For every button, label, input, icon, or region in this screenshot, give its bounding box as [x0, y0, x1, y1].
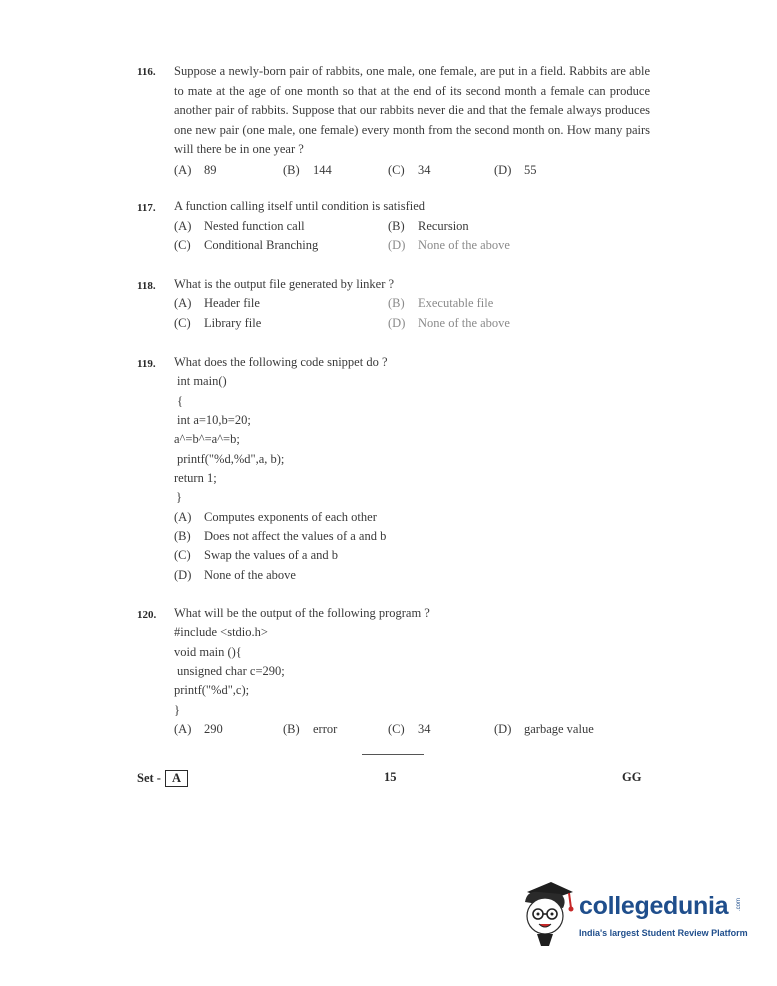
set-indicator [137, 770, 188, 787]
option-c: (C) Swap the values of a and b [174, 548, 338, 562]
question-stem: What is the output file generated by linker ? [174, 277, 395, 291]
option-d: (D) garbage value [494, 722, 594, 736]
question-stem: What does the following code snippet do ? [174, 355, 388, 369]
code-line: unsigned char c=290; [177, 664, 285, 678]
option-c: (C) 34 [388, 163, 431, 177]
code-line: printf("%d,%d",a, b); [177, 452, 285, 466]
question-stem: Suppose a newly-born pair of rabbits, one male, one female, are put in a field. Rabbits are able to mate at the age of one month so that at the end of its second month a female can produce another pair of rabbits. Suppose that our rabbits never die and that the female always produces one new pair (one male, one female) every month from the second month on. How many pairs will there be in one year ? [174, 64, 650, 156]
option-d: (D) None of the above [174, 568, 296, 582]
code-line: int main() [177, 374, 227, 388]
page-divider [362, 754, 424, 755]
option-a: (A) Computes exponents of each other [174, 510, 377, 524]
brand-tagline: India's largest Student Review Platform [579, 928, 748, 938]
page-number: 15 [384, 770, 397, 784]
option-a: (A) Header file [174, 296, 260, 310]
collegedunia-logo [517, 878, 747, 948]
option-a: (A) 89 [174, 163, 217, 177]
question-number: 119. [137, 358, 156, 370]
question-number: 118. [137, 280, 156, 292]
question-number: 120. [137, 609, 157, 621]
code-line: } [174, 703, 180, 717]
brand-suffix: .com [736, 898, 742, 912]
paper-code: GG [622, 770, 642, 784]
code-line: int a=10,b=20; [177, 413, 251, 427]
set-value: A [165, 770, 188, 787]
code-line: printf("%d",c); [174, 683, 250, 697]
option-b: (B) Executable file [388, 296, 494, 310]
set-label: Set - [137, 771, 161, 785]
option-d: (D) 55 [494, 163, 537, 177]
question-number: 116. [137, 66, 156, 78]
option-b: (B) 144 [283, 163, 332, 177]
question-stem: What will be the output of the following program ? [174, 606, 430, 620]
option-c: (C) Library file [174, 316, 262, 330]
option-b: (B) Recursion [388, 219, 469, 233]
brand-name: collegedunia [579, 892, 729, 920]
code-line: #include <stdio.h> [174, 625, 268, 639]
code-line: { [177, 394, 183, 408]
option-d: (D) None of the above [388, 238, 510, 252]
mascot-icon [517, 878, 577, 948]
code-line: a^=b^=a^=b; [174, 432, 240, 446]
question-stem: A function calling itself until condition is satisfied [174, 199, 426, 213]
code-line: } [176, 490, 182, 504]
option-d: (D) None of the above [388, 316, 510, 330]
code-line: return 1; [174, 471, 217, 485]
option-c: (C) 34 [388, 722, 431, 736]
option-a: (A) 290 [174, 722, 223, 736]
question-number: 117. [137, 202, 156, 214]
option-c: (C) Conditional Branching [174, 238, 319, 252]
code-line: void main (){ [174, 645, 242, 659]
option-b: (B) Does not affect the values of a and b [174, 529, 387, 543]
option-b: (B) error [283, 722, 338, 736]
option-a: (A) Nested function call [174, 219, 305, 233]
